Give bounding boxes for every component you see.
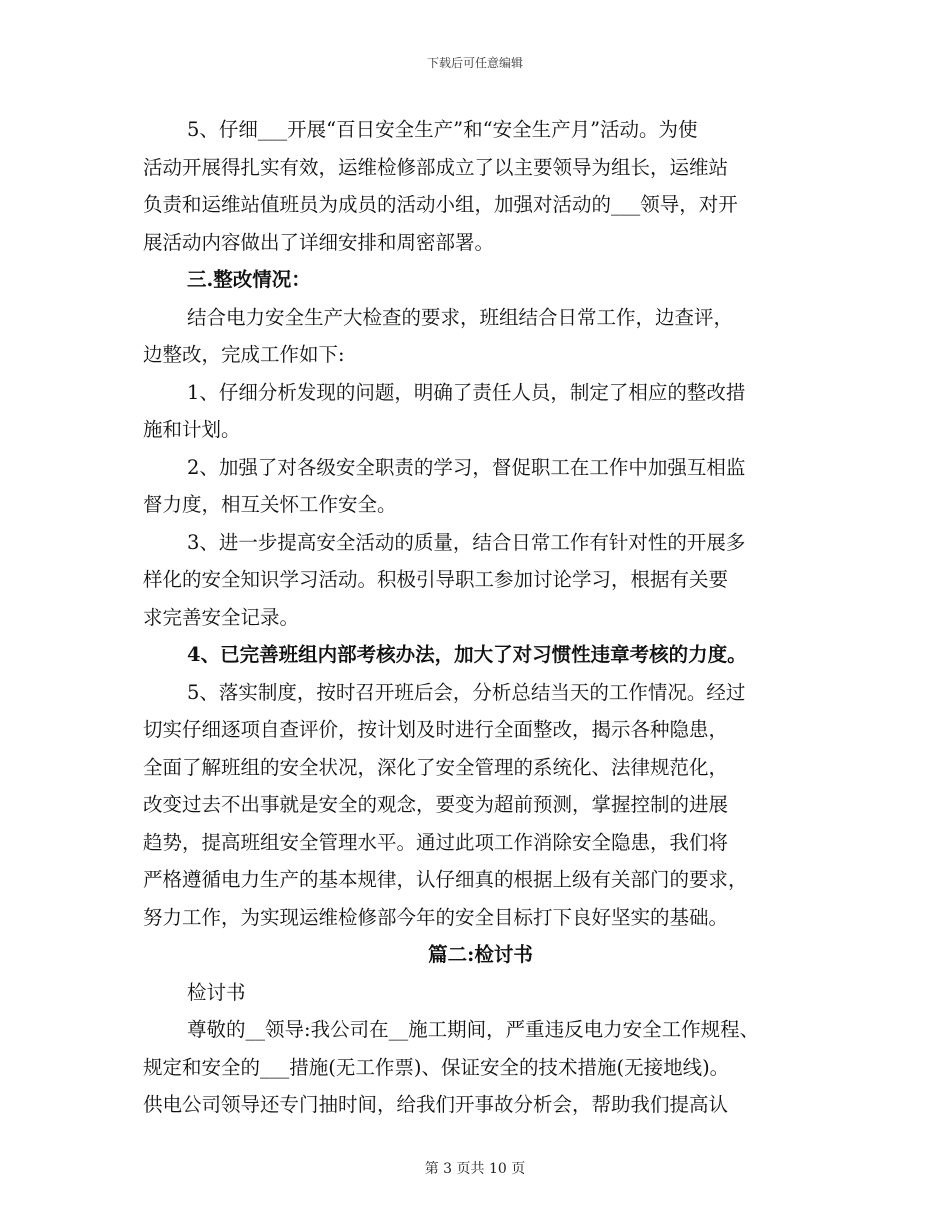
paragraph-line: 供电公司领导还专门抽时间，给我们开事故分析会，帮助我们提高认 [143, 1093, 729, 1116]
paragraph-line: 3、进一步提高安全活动的质量，结合日常工作有针对性的开展多 [187, 530, 746, 554]
paragraph-line: 展活动内容做出了详细安排和周密部署。 [143, 230, 495, 254]
chapter-title: 篇二:检讨书 [428, 943, 533, 966]
paragraph-line: 切实仔细逐项自查评价，按计划及时进行全面整改，揭示各种隐患， [143, 718, 729, 741]
paragraph-line: 5、落实制度，按时召开班后会，分析总结当天的工作情况。经过 [187, 680, 746, 704]
paragraph-line: 结合电力安全生产大检查的要求，班组结合日常工作，边查评， [187, 305, 734, 329]
paragraph-line: 改变过去不出事就是安全的观念，要变为超前预测，掌握控制的进展 [143, 793, 729, 816]
paragraph-line: 规定和安全的___措施(无工作票)、保证安全的技术措施(无接地线)。 [143, 1055, 730, 1079]
paragraph-line: 尊敬的__领导:我公司在__施工期间，严重违反电力安全工作规程、 [187, 1018, 760, 1041]
paragraph-line: 1、仔细分析发现的问题，明确了责任人员，制定了相应的整改措 [187, 380, 746, 404]
paragraph-line: 求完善安全记录。 [143, 605, 300, 629]
paragraph-line: 严格遵循电力生产的基本规律，认仔细真的根据上级有关部门的要求， [143, 868, 748, 891]
paragraph-line: 督力度，相互关怀工作安全。 [143, 493, 397, 516]
paragraph-line: 5、仔细___开展“百日安全生产”和“安全生产月”活动。为使 [187, 118, 698, 141]
section-heading: 三.整改情况： [187, 268, 311, 291]
paragraph-line: 活动开展得扎实有效，运维检修部成立了以主要领导为组长，运维站 [143, 155, 729, 179]
bold-paragraph-line: 4、已完善班组内部考核办法，加大了对习惯性违章考核的力度。 [187, 643, 747, 666]
paragraph-line: 全面了解班组的安全状况，深化了安全管理的系统化、法律规范化， [143, 755, 729, 779]
paragraph-line: 2、加强了对各级安全职责的学习，督促职工在工作中加强互相监 [187, 455, 746, 479]
paragraph-line: 趋势，提高班组安全管理水平。通过此项工作消除安全隐患，我们将 [143, 830, 729, 854]
page-header: 下载后可任意编辑 [426, 56, 523, 70]
paragraph-line: 样化的安全知识学习活动。积极引导职工参加讨论学习，根据有关要 [143, 568, 729, 591]
page-footer: 第 3 页共 10 页 [424, 1161, 526, 1177]
paragraph-line: 努力工作，为实现运维检修部今年的安全目标打下良好坚实的基础。 [143, 905, 729, 929]
paragraph-line: 施和计划。 [143, 418, 241, 441]
paragraph-line: 边整改，完成工作如下: [143, 343, 345, 366]
document-subtitle: 检讨书 [187, 980, 246, 1004]
paragraph-line: 负责和运维站值班员为成员的活动小组，加强对活动的___领导，对开 [143, 193, 738, 216]
document-body [143, 111, 818, 1124]
